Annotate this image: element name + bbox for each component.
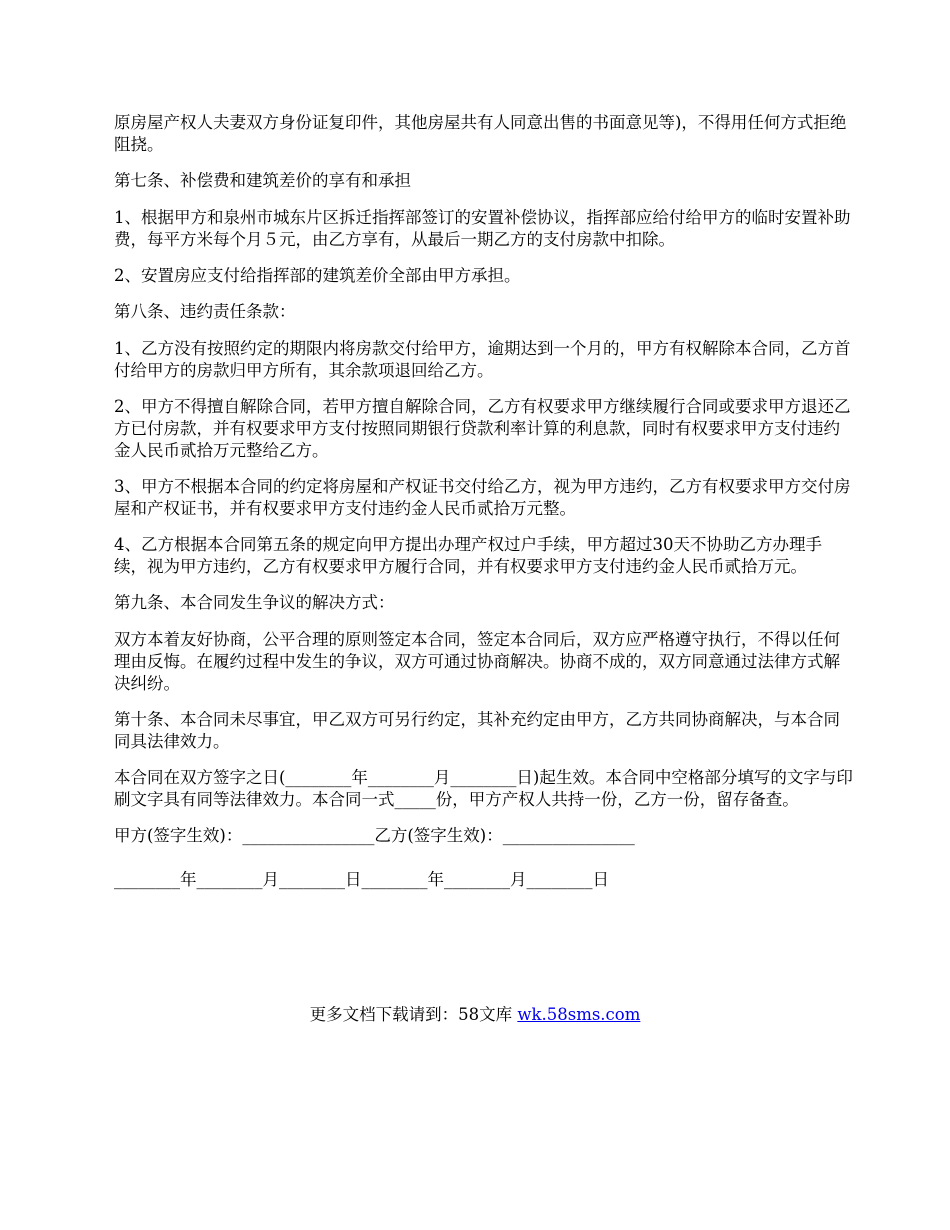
effective-date-clause: 本合同在双方签字之日(________年________月________日)起生效。本合同中空格部分填写的文字与印刷文字具有同等法律效力。本合同一式_____份，甲方产权人共持一份，乙方一份，留存备查。: [114, 768, 853, 809]
article-7-clause-2: 2、安置房应支付给指挥部的建筑差价全部由甲方承担。: [114, 266, 521, 285]
article-10-body: 第十条、本合同未尽事宜，甲乙双方可另行约定，其补充约定由甲方，乙方共同协商解决，与本合同同具法律效力。: [114, 710, 840, 751]
article-8-clause-2: 2、甲方不得擅自解除合同，若甲方擅自解除合同，乙方有权要求甲方继续履行合同或要求甲方退还乙方已付房款，并有权要求甲方支付按照同期银行贷款利率计算的利息款，同时有权要求甲方支付违约金人民币贰拾万元整给乙方。: [114, 397, 851, 460]
paragraph-owner-documents: 原房屋产权人夫妻双方身份证复印件，其他房屋共有人同意出售的书面意见等)，不得用任何方式拒绝阻挠。: [114, 113, 847, 154]
footer-text: 更多文档下载请到：58文库: [309, 1005, 518, 1024]
document-page: [114, 112, 854, 913]
article-7-clause-1: 1、根据甲方和泉州市城东片区拆迁指挥部签订的安置补偿协议，指挥部应给付给甲方的临时安置补助费，每平方米每个月５元，由乙方享有，从最后一期乙方的支付房款中扣除。: [114, 208, 851, 249]
article-8-heading: 第八条、违约责任条款：: [114, 302, 296, 321]
article-8-clause-3: 3、甲方不根据本合同的约定将房屋和产权证书交付给乙方，视为甲方违约，乙方有权要求甲方交付房屋和产权证书，并有权要求甲方支付违约金人民币贰拾万元整。: [114, 477, 851, 518]
footer: [0, 1004, 950, 1026]
article-9-heading: 第九条、本合同发生争议的解决方式：: [114, 593, 395, 612]
article-7-heading: 第七条、补偿费和建筑差价的享有和承担: [114, 171, 411, 190]
article-8-clause-1: 1、乙方没有按照约定的期限内将房款交付给甲方，逾期达到一个月的，甲方有权解除本合同，乙方首付给甲方的房款归甲方所有，其余款项退回给乙方。: [114, 339, 851, 380]
article-8-clause-4: 4、乙方根据本合同第五条的规定向甲方提出办理产权过户手续，甲方超过30天不协助乙方办理手续，视为甲方违约，乙方有权要求甲方履行合同，并有权要求甲方支付违约金人民币贰拾万元。: [114, 535, 822, 576]
footer-link[interactable]: wk.58sms.com: [517, 1005, 641, 1024]
signature-parties-line: 甲方(签字生效)：________________乙方(签字生效)：________________: [114, 826, 635, 845]
signature-date-line: ________年________月________日________年________月________日: [114, 870, 609, 889]
article-9-body: 双方本着友好协商，公平合理的原则签定本合同，签定本合同后，双方应严格遵守执行，不得以任何理由反悔。在履约过程中发生的争议，双方可通过协商解决。协商不成的，双方同意通过法律方式解决纠纷。: [114, 630, 840, 693]
